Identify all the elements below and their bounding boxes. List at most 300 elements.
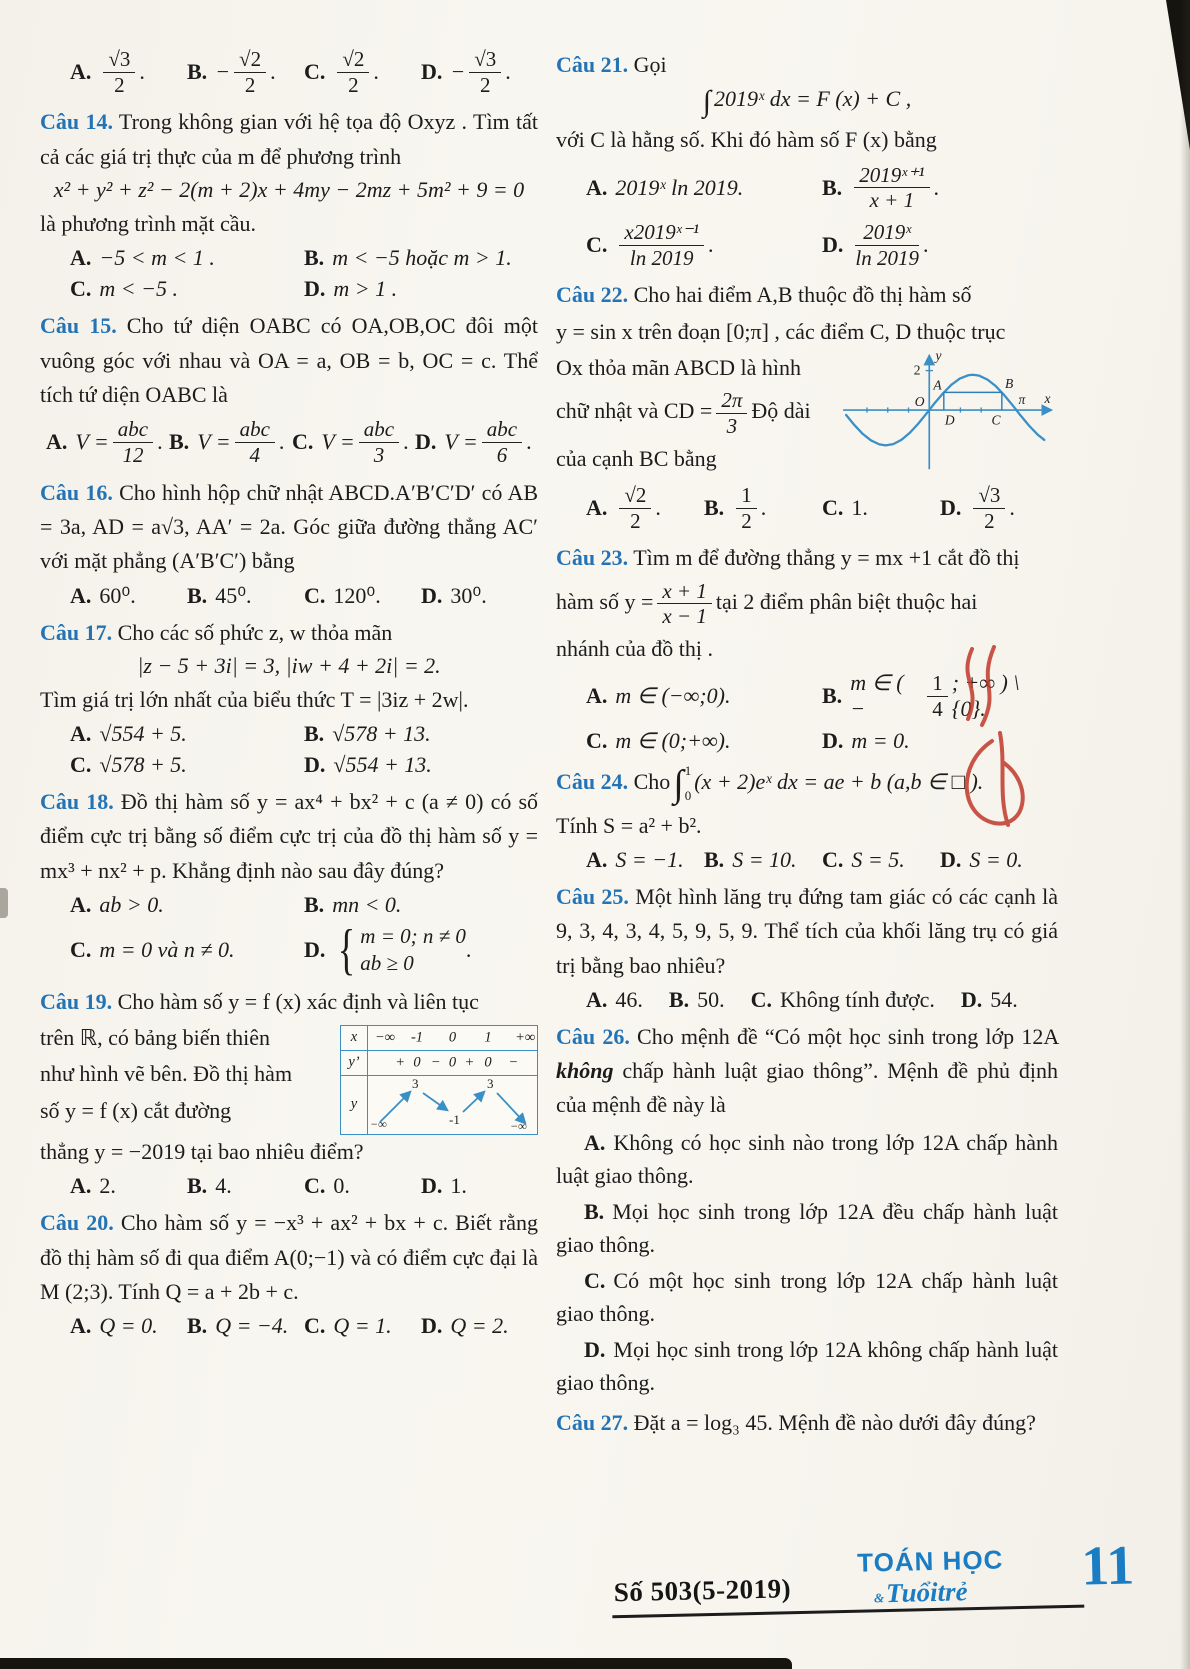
option-d	[940, 482, 1058, 534]
x-header: x	[341, 1026, 368, 1050]
sign: −	[508, 1054, 519, 1071]
pen-stroke	[967, 649, 972, 719]
issue-number: Số 503(5-2019)	[613, 1573, 792, 1608]
option-letter: D.	[421, 582, 443, 608]
stem-text: của cạnh BC bằng	[556, 445, 717, 471]
option-sign: −	[450, 59, 466, 85]
options-row	[70, 245, 538, 271]
option-c	[70, 276, 304, 302]
x-value: −∞	[374, 1029, 395, 1046]
option-d	[421, 46, 538, 98]
stem-text: Đồ thị hàm số y = ax⁴ + bx² + c (a ≠ 0) có số điểm cực trị bằng số điểm cực trị của đồ thị hàm số y = mx³ + nx² + p. Khẳng định nào sau đây đúng?	[40, 789, 539, 883]
option-text: 50.	[697, 986, 725, 1012]
option-text: 1.	[450, 1173, 467, 1199]
option-period: .	[505, 59, 511, 85]
pi-label: π	[1018, 391, 1026, 407]
option-letter: C.	[70, 752, 92, 778]
question-21	[556, 48, 1058, 271]
sign: +	[464, 1054, 475, 1071]
option-text: √554 + 5.	[99, 721, 187, 747]
fraction-denominator: ln 2019	[855, 245, 919, 270]
stem-text: Cho tứ diện OABC có OA,OB,OC đôi một vuông góc với nhau và OA = a, OB = b, OC = c. Thể tích tứ diện OABC là	[40, 313, 539, 407]
question-15	[40, 309, 538, 468]
option-a	[70, 583, 187, 609]
stem-text: hàm số y =	[556, 588, 654, 614]
y-arrows	[368, 1076, 537, 1134]
option-suffix: ; +∞ ) \ {0}.	[951, 670, 1020, 722]
option-letter: D.	[421, 59, 443, 85]
option-text: Q = 0.	[99, 1313, 158, 1339]
question-label: Câu 23.	[556, 545, 629, 571]
option-b	[556, 1195, 1058, 1261]
question-stem	[40, 616, 538, 650]
option-b	[304, 245, 538, 271]
option-text: 2.	[99, 1173, 116, 1199]
question-18	[40, 785, 539, 982]
fraction-numerator: x2019ˣ⁻¹	[619, 221, 704, 246]
question-19	[40, 985, 538, 1200]
option-period: .	[933, 174, 939, 200]
option-letter: C.	[586, 232, 608, 258]
option-c	[586, 219, 822, 271]
point-c-label: C	[991, 412, 1001, 428]
option-text: 120⁰.	[333, 582, 381, 608]
option-letter: D.	[940, 495, 962, 521]
option-letter: C.	[304, 59, 326, 85]
options-row	[70, 1313, 538, 1339]
fraction-denominator: 2	[348, 72, 359, 97]
option-text: mn < 0.	[332, 892, 402, 918]
option-letter: C.	[304, 1313, 326, 1339]
fraction-denominator: 4	[249, 442, 260, 467]
fraction	[973, 484, 1005, 532]
origin-label: O	[914, 393, 925, 409]
stem-text: Cho hàm số y = −x³ + ax² + bx + c. Biết rằng đồ thị hàm số đi qua điểm A(0;−1) và có điểm cực đại là M (2;3). Tính Q = a + 2b + c.	[40, 1210, 539, 1304]
option-letter: B.	[668, 986, 690, 1012]
y-axis-label: y	[935, 348, 942, 364]
question-22	[556, 278, 1058, 534]
system-line-2: ab ≥ 0	[360, 951, 414, 976]
option-b	[304, 892, 538, 918]
option-sign: −	[215, 59, 231, 85]
fraction	[619, 484, 651, 532]
fraction-numerator: 2π	[716, 389, 747, 414]
fraction-denominator: 2	[630, 508, 641, 533]
option-text: Mọi học sinh trong lớp 12A đều chấp hành luật giao thông.	[556, 1198, 1058, 1257]
option-letter: B.	[822, 174, 843, 200]
option-letter: A.	[586, 846, 608, 872]
option-letter: A.	[586, 683, 608, 709]
option-letter: B.	[822, 683, 843, 709]
question-stem	[556, 1406, 1058, 1440]
option-c	[304, 1173, 421, 1199]
option-text: √578 + 5.	[99, 752, 187, 778]
option-text: m > 1 .	[333, 276, 398, 302]
option-text: 30⁰.	[450, 582, 487, 608]
fraction-numerator: abc	[482, 418, 522, 443]
question-label: Câu 16.	[40, 479, 113, 505]
option-letter: D.	[584, 1336, 606, 1362]
stem-with-figure	[40, 1021, 538, 1135]
option-b	[304, 721, 538, 747]
question-label: Câu 20.	[40, 1210, 114, 1236]
option-text: Không có học sinh nào trong lớp 12A chấp hành luật giao thông.	[556, 1129, 1058, 1188]
option-text: √578 + 13.	[332, 721, 431, 747]
question-stem	[40, 1206, 538, 1309]
fraction-denominator: 6	[496, 442, 508, 467]
option-text: √554 + 13.	[333, 752, 432, 778]
option-text: 2019ˣ ln 2019.	[615, 174, 744, 200]
fraction-numerator: 2019ˣ⁺¹	[854, 164, 929, 189]
question-14	[40, 105, 538, 302]
x-axis-label: x	[1044, 390, 1051, 406]
option-letter: D.	[415, 429, 437, 455]
pen-loop	[967, 741, 1023, 824]
options-row	[70, 1173, 538, 1199]
x-value: 1	[484, 1029, 492, 1046]
question-26	[556, 1020, 1058, 1399]
stem-text: Cho mệnh đề “Có một học sinh trong lớp 12A	[637, 1023, 1059, 1049]
stem-text: y = sin x trên đoạn [0;π] , các điểm C, D thuộc trục	[556, 318, 1006, 344]
stem-text: Gọi	[633, 52, 667, 77]
options-row	[46, 416, 538, 468]
fraction	[235, 418, 275, 466]
option-b	[669, 987, 725, 1013]
yprime-header: y’	[341, 1051, 368, 1075]
stem-with-figure	[556, 348, 1058, 478]
question-label: Câu 14.	[40, 109, 113, 135]
fraction-numerator: √2	[234, 48, 266, 73]
option-letter: C.	[584, 1267, 606, 1293]
option-period: .	[760, 495, 767, 521]
y-max-2: 3	[487, 1075, 494, 1091]
option-text: m < −5 hoặc m > 1.	[332, 245, 512, 271]
question-label: Câu 27.	[556, 1409, 629, 1435]
fraction-numerator: √3	[469, 48, 501, 73]
stem-text: Tính S = a² + b².	[556, 812, 702, 838]
option-a	[70, 46, 187, 98]
red-pen-annotation	[942, 645, 1072, 855]
fraction-denominator: 2	[480, 72, 491, 97]
option-text: S = 5.	[851, 846, 905, 872]
fraction	[657, 580, 712, 628]
option-period: .	[465, 937, 472, 963]
question-stem	[40, 105, 538, 174]
option-b	[187, 1313, 304, 1339]
option-prefix: V =	[444, 429, 478, 455]
option-text: Q = 2.	[450, 1313, 509, 1339]
option-period: .	[373, 59, 379, 85]
question-16	[40, 476, 538, 609]
stem-text: Cho	[633, 768, 671, 794]
fraction	[482, 418, 522, 466]
option-text: m = 0 và n ≠ 0.	[99, 937, 235, 963]
page-footer	[599, 1534, 1181, 1656]
option-period: .	[270, 59, 276, 85]
option-text: S = −1.	[615, 846, 684, 872]
scan-bottom-edge	[0, 1658, 792, 1669]
option-a	[46, 416, 169, 468]
option-d	[556, 1333, 1058, 1399]
fraction-denominator: 3	[726, 413, 738, 438]
option-text: 54.	[990, 986, 1018, 1012]
integral-lower-limit: 0	[684, 788, 692, 804]
option-text: Q = −4.	[215, 1313, 289, 1339]
option-letter: B.	[187, 582, 208, 608]
question-stem	[40, 309, 538, 412]
sine-graph-figure	[840, 345, 1058, 478]
x-value: -1	[410, 1029, 424, 1046]
option-a	[70, 245, 304, 271]
stem-text: với C là hằng số. Khi đó hàm số F (x) bằng	[556, 127, 937, 153]
option-text: ab > 0.	[99, 892, 164, 918]
option-period: .	[1009, 495, 1015, 521]
stem-text: Ox thỏa mãn ABCD là hình	[556, 354, 802, 380]
option-period: .	[157, 429, 163, 455]
fraction-numerator: √2	[337, 48, 369, 73]
option-period: .	[526, 429, 532, 455]
option-a	[586, 482, 704, 534]
option-letter: A.	[70, 582, 92, 608]
option-d	[421, 583, 538, 609]
yprime-signs	[368, 1051, 537, 1075]
scan-edge-shading	[1180, 0, 1190, 1669]
option-letter: B.	[169, 429, 190, 455]
fraction-denominator: 2	[114, 72, 125, 97]
question-17	[40, 616, 538, 779]
option-d	[304, 276, 538, 302]
equation-system	[333, 919, 466, 982]
question-stem	[556, 541, 1058, 575]
option-a	[70, 892, 304, 918]
point-a-label: A	[933, 377, 942, 393]
integral-with-limits	[673, 761, 691, 807]
option-a	[586, 175, 822, 201]
fraction-numerator: x + 1	[657, 580, 712, 605]
fraction-denominator: 2	[984, 508, 995, 533]
stem-text: Tìm giá trị lớn nhất của biểu thức T = |3iz + 2w|.	[40, 686, 469, 712]
option-d	[304, 752, 538, 778]
option-b	[822, 162, 1058, 214]
fraction	[854, 164, 929, 212]
option-a	[586, 683, 822, 709]
options-row	[70, 919, 538, 982]
question-20	[40, 1206, 538, 1339]
option-b	[187, 1173, 304, 1199]
option-c	[822, 847, 940, 873]
x-value: 0	[448, 1029, 457, 1046]
x-value: +∞	[515, 1029, 536, 1046]
option-text: 1.	[851, 495, 868, 521]
equation-text: (x + 2)eˣ dx = ae + b (a,b ∈ □ ).	[694, 768, 984, 794]
option-letter: C.	[70, 276, 92, 302]
arrow-up	[463, 1092, 484, 1112]
option-prefix: m ∈ ( −	[850, 670, 904, 722]
option-letter: A.	[584, 1129, 606, 1155]
left-column	[40, 42, 538, 1346]
stem-text: chữ nhật và CD =	[556, 398, 713, 424]
option-letter: C.	[304, 582, 326, 608]
option-letter: C.	[586, 727, 608, 753]
left-brace: {	[338, 919, 356, 982]
option-d	[961, 987, 1018, 1013]
question-label: Câu 22.	[556, 282, 629, 308]
option-text: 60⁰.	[99, 582, 136, 608]
fraction-denominator: x + 1	[869, 188, 915, 213]
option-a	[70, 1173, 187, 1199]
variation-arrows-svg	[368, 1076, 536, 1132]
option-prefix: V =	[197, 429, 231, 455]
option-letter: D.	[304, 276, 326, 302]
option-letter: D.	[940, 846, 962, 872]
fraction	[234, 48, 266, 96]
option-letter: C.	[822, 495, 844, 521]
logo-line-2	[874, 1575, 1005, 1609]
option-period: .	[278, 429, 285, 455]
fraction-denominator: 12	[122, 442, 144, 467]
question-stem	[40, 985, 538, 1019]
fraction-numerator: 1	[736, 484, 757, 509]
stem-line-with-fraction	[556, 387, 832, 439]
option-letter: C.	[292, 429, 314, 455]
fraction-denominator: 4	[932, 696, 943, 721]
question-stem	[556, 48, 1058, 82]
option-text: Không tính được.	[779, 986, 935, 1012]
option-letter: B.	[584, 1198, 605, 1224]
scan-smudge	[0, 888, 8, 918]
option-text: 4.	[215, 1173, 232, 1199]
fraction	[113, 418, 153, 466]
rectangle-abcd	[944, 392, 1002, 410]
option-text: Q = 1.	[333, 1313, 392, 1339]
option-text: 0.	[333, 1173, 350, 1199]
option-letter: A.	[70, 892, 92, 918]
option-c	[292, 416, 415, 468]
option-letter: B.	[187, 1313, 208, 1339]
stem-lines	[40, 1021, 332, 1130]
option-letter: C.	[70, 937, 92, 963]
fraction-numerator: √3	[103, 48, 135, 73]
fraction-denominator: 2	[741, 508, 752, 533]
option-period: .	[655, 495, 661, 521]
option-period: .	[922, 232, 929, 258]
stem-text: Một hình lăng trụ đứng tam giác có các cạnh là 9, 3, 4, 3, 4, 5, 9, 5, 9. Thể tích của khối lăng trụ có giá trị bằng bao nhiêu?	[556, 883, 1059, 978]
option-text: m = 0.	[851, 727, 910, 753]
stem-text: nhánh của đồ thị .	[556, 635, 714, 661]
option-letter: D.	[421, 1313, 443, 1339]
pen-stroke	[982, 647, 994, 725]
options-row	[70, 46, 538, 98]
fraction-numerator: √2	[619, 484, 651, 509]
option-text: m < −5 .	[99, 276, 178, 302]
option-d	[822, 219, 1058, 271]
stem-text: Tìm m để đường thẳng y = mx +1 cắt đồ thị	[633, 545, 1020, 571]
integral-icon: ∫	[673, 762, 684, 805]
stem-text: Cho hình hộp chữ nhật ABCD.A′B′C′D′ có AB = 3a, AD = a√3, AA′ = 2a. Góc giữa đường thẳng AC′ với mặt phẳng (A′B′C′) bằng	[40, 479, 539, 574]
options-row	[586, 162, 1058, 214]
option-c	[70, 937, 304, 963]
option-b	[169, 416, 292, 468]
fraction-denominator: 3	[373, 442, 385, 467]
option-letter: A.	[70, 721, 92, 747]
fraction-numerator: 1	[927, 672, 948, 697]
option-letter: B.	[187, 1173, 208, 1199]
y-limit-left: −∞	[370, 1116, 387, 1131]
display-equation: x² + y² + z² − 2(m + 2)x + 4my − 2mz + 5m² + 9 = 0	[53, 176, 525, 202]
option-c	[304, 1313, 421, 1339]
option-text: Có một học sinh trong lớp 12A chấp hành luật giao thông.	[556, 1267, 1058, 1326]
stem-text: thẳng y = −2019 tại bao nhiêu điểm?	[40, 1138, 364, 1164]
option-letter: D.	[421, 1173, 443, 1199]
fraction-numerator: abc	[235, 418, 275, 443]
option-text: S = 10.	[732, 846, 797, 872]
stem-text: là phương trình mặt cầu.	[40, 210, 257, 236]
option-a	[586, 987, 643, 1013]
fraction-numerator: 2019ˣ	[855, 221, 919, 246]
y-limit-right: −∞	[510, 1118, 527, 1132]
option-a	[70, 1313, 187, 1339]
option-letter: B.	[304, 245, 325, 271]
question-stem	[556, 278, 1058, 312]
option-letter: A.	[586, 174, 608, 200]
sign: +	[395, 1054, 406, 1071]
equation-text: 2019ˣ dx = F (x) + C ,	[714, 86, 912, 112]
display-equation: |z − 5 + 3i| = 3, |iw + 4 + 2i| = 2.	[137, 652, 441, 678]
option-c	[70, 752, 304, 778]
y-header: y	[341, 1076, 368, 1134]
fraction	[337, 48, 369, 96]
system-line-1: m = 0; n ≠ 0	[360, 924, 466, 949]
option-letter: D.	[960, 986, 983, 1012]
stem-text: số y = f (x) cắt đường	[40, 1097, 232, 1123]
option-letter: C.	[750, 986, 772, 1012]
option-letter: B.	[187, 59, 208, 85]
fraction-numerator: abc	[359, 418, 399, 443]
option-period: .	[403, 429, 409, 455]
option-letter: A.	[586, 986, 608, 1012]
sine-graph-svg	[840, 345, 1058, 473]
stem-text: chấp hành luật giao thông”. Mệnh đề phủ định của mệnh đề này là	[556, 1058, 1059, 1118]
question-label: Câu 21.	[556, 52, 629, 77]
fraction-numerator: √3	[973, 484, 1005, 509]
fraction	[716, 389, 747, 437]
options-row	[70, 276, 538, 302]
fraction-denominator: 2	[244, 72, 256, 97]
option-c	[556, 1264, 1058, 1330]
option-a	[556, 1126, 1058, 1192]
question-stem	[556, 1020, 1058, 1123]
option-text: S = 0.	[969, 846, 1023, 872]
option-c	[822, 495, 940, 521]
y-max-1: 3	[412, 1075, 419, 1091]
point-d-label: D	[944, 412, 955, 428]
options-row	[586, 987, 1054, 1013]
options-row	[70, 721, 538, 747]
stem-text: trên ℝ, có bảng biến thiên	[40, 1024, 271, 1050]
option-letter: B.	[304, 892, 325, 918]
option-letter: D.	[304, 937, 326, 963]
option-letter: D.	[822, 727, 844, 753]
option-letter: B.	[704, 495, 725, 521]
option-letter: A.	[70, 59, 92, 85]
option-c	[304, 46, 421, 98]
fraction-numerator: abc	[113, 418, 153, 443]
red-pen-svg	[942, 645, 1072, 850]
arrow-down	[423, 1093, 447, 1110]
option-text: m ∈ (−∞;0).	[615, 683, 731, 709]
option-letter: B.	[704, 846, 725, 872]
question-label: Câu 19.	[40, 988, 113, 1014]
